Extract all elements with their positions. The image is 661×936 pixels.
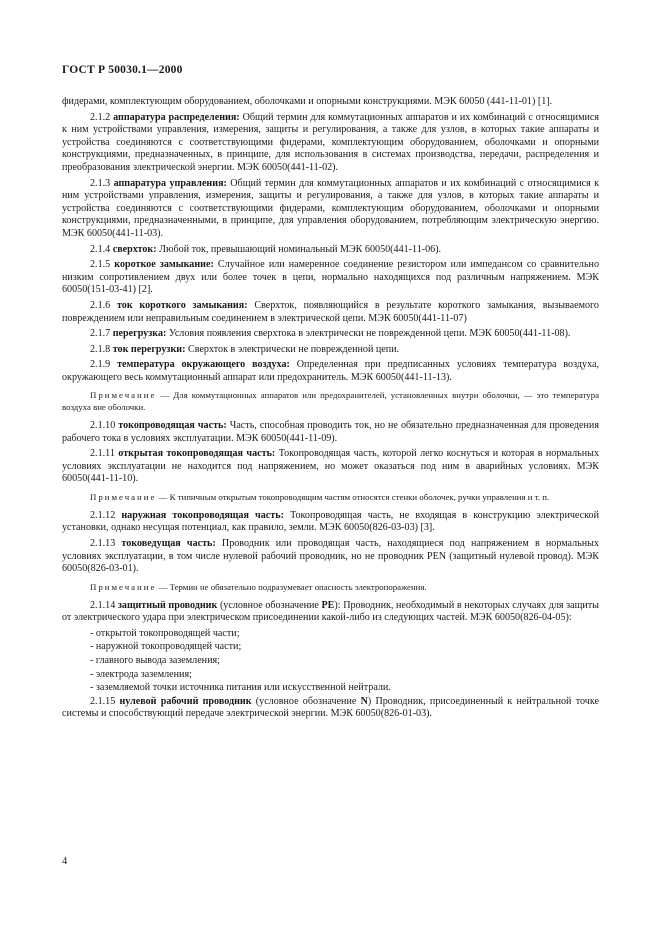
- document-body: [62, 96, 599, 724]
- definition-2-1-8: 2.1.8 ток перегрузки: Сверхток в электрически не поврежденной цепи.: [90, 343, 400, 355]
- note-3: Примечание — Термин не обязательно подразумевает опасность электропоражения.: [90, 581, 427, 592]
- list-item: - главного вывода заземления;: [90, 654, 220, 666]
- definition-2-1-11: 2.1.11 открытая токопроводящая часть: Токопроводящая часть, которой легко коснуться и которая в нормальных условиях эксплуатации не находится под напряжением, но может оказаться под ним в аварийных условиях. МЭК 60050(441-11-10).: [62, 448, 599, 485]
- note-2: Примечание — К типичным открытым токопроводящим частям относятся стенки оболочек, ручки управления и т. п.: [90, 492, 550, 503]
- list-item: - электрода заземления;: [90, 668, 192, 680]
- definition-2-1-7: 2.1.7 перегрузка: Условия появления сверхтока в электрически не поврежденной цепи. МЭК 60050(441-11-08).: [90, 328, 571, 340]
- definition-2-1-3: 2.1.3 аппаратура управления: Общий термин для коммутационных аппаратов и их комбинаций с относящимися к ним устройствами управления, измерения, защиты и регулирования, а также для узлов, в которых такие аппараты и устройства соединяются с соответствующими фидерами, комплектующим оборудованием, оболочками и опорными конструкциями, предназначенными, в принципе, для управления оборудованием, потребляющим электрическую энергию. МЭК 60050(441-11-03).: [62, 177, 599, 239]
- page-number: 4: [62, 856, 68, 867]
- list-item: - открытой токопроводящей части;: [90, 627, 240, 639]
- note-1: Примечание — Для коммутационных аппаратов или предохранителей, установленных внутри оболочки, — это температура воздуха вне оболочки.: [62, 390, 600, 413]
- list-item: - наружной токопроводящей части;: [90, 641, 242, 653]
- definition-2-1-14: 2.1.14 защитный проводник (условное обозначение PE): Проводник, необходимый в некоторых случаях для защиты от электрического удара при электрическом присоединении какой-либо из следующих частей. МЭК 60050(826-04-05):: [62, 599, 599, 624]
- definition-2-1-15: 2.1.15 нулевой рабочий проводник (условное обозначение N) Проводник, присоединенный к нейтральной точке системы и способствующий передаче электрической энергии. МЭК 60050(826-01-03).: [62, 695, 599, 720]
- definition-2-1-5: 2.1.5 короткое замыкание: Случайное или намеренное соединение резистором или импедансом со сравнительно низким сопротивлением двух или более точек в цепи, нормально находящихся под различным напряжением. МЭК 60050(151-03-41) [2].: [62, 259, 599, 296]
- definition-2-1-2: 2.1.2 аппаратура распределения: Общий термин для коммутационных аппаратов и их комбинаций с относящимися к ним устройствами управления, измерения, защиты и регулирования, а также для узлов, в которых такие аппараты и устройства соединяются с соответствующими фидерами, комплектующим оборудованием, оболочками и опорными конструкциями, предназначенных, в принципе, для использования в системах производства, передачи, распределения и преобразования электрической энергии. МЭК 60050(441-11-02).: [62, 111, 599, 173]
- definition-2-1-10: 2.1.10 токопроводящая часть: Часть, способная проводить ток, но не обязательно предназначенная для проведения рабочего тока в условиях эксплуатации. МЭК 60050(441-11-09).: [62, 420, 599, 444]
- definition-2-1-13: 2.1.13 токоведущая часть: Проводник или проводящая часть, находящиеся под напряжением в нормальных условиях эксплуатации, в том числе нулевой рабочий проводник, но не проводник PEN (защитный нулевой провод). МЭК 60050(826-03-01).: [62, 538, 599, 575]
- definition-2-1-12: 2.1.12 наружная токопроводящая часть: Токопроводящая часть, не входящая в конструкцию электрической установки, однако несущая потенциал, как правило, земли. МЭК 60050(826-03-03) [3].: [62, 509, 599, 534]
- definition-2-1-4: 2.1.4 сверхток: Любой ток, превышающий номинальный МЭК 60050(441-11-06).: [90, 243, 442, 255]
- definition-2-1-9: 2.1.9 температура окружающего воздуха: Определенная при предписанных условиях температура воздуха, окружающего весь коммутационный аппарат или предохранитель. МЭК 60050(441-11-13).: [62, 359, 599, 383]
- paragraph-continuation: фидерами, комплектующим оборудованием, оболочками и опорными конструкциями. МЭК 60050 (441-11-01) [1].: [62, 96, 553, 107]
- definition-2-1-6: 2.1.6 ток короткого замыкания: Сверхток, появляющийся в результате короткого замыкания, вызываемого повреждением или неправильным соединением в электрической цепи. МЭК 60050(441-11-07): [62, 299, 599, 324]
- document-header: ГОСТ Р 50030.1—2000: [62, 64, 183, 76]
- list-item: - заземляемой точки источника питания или искусственной нейтрали.: [90, 682, 391, 694]
